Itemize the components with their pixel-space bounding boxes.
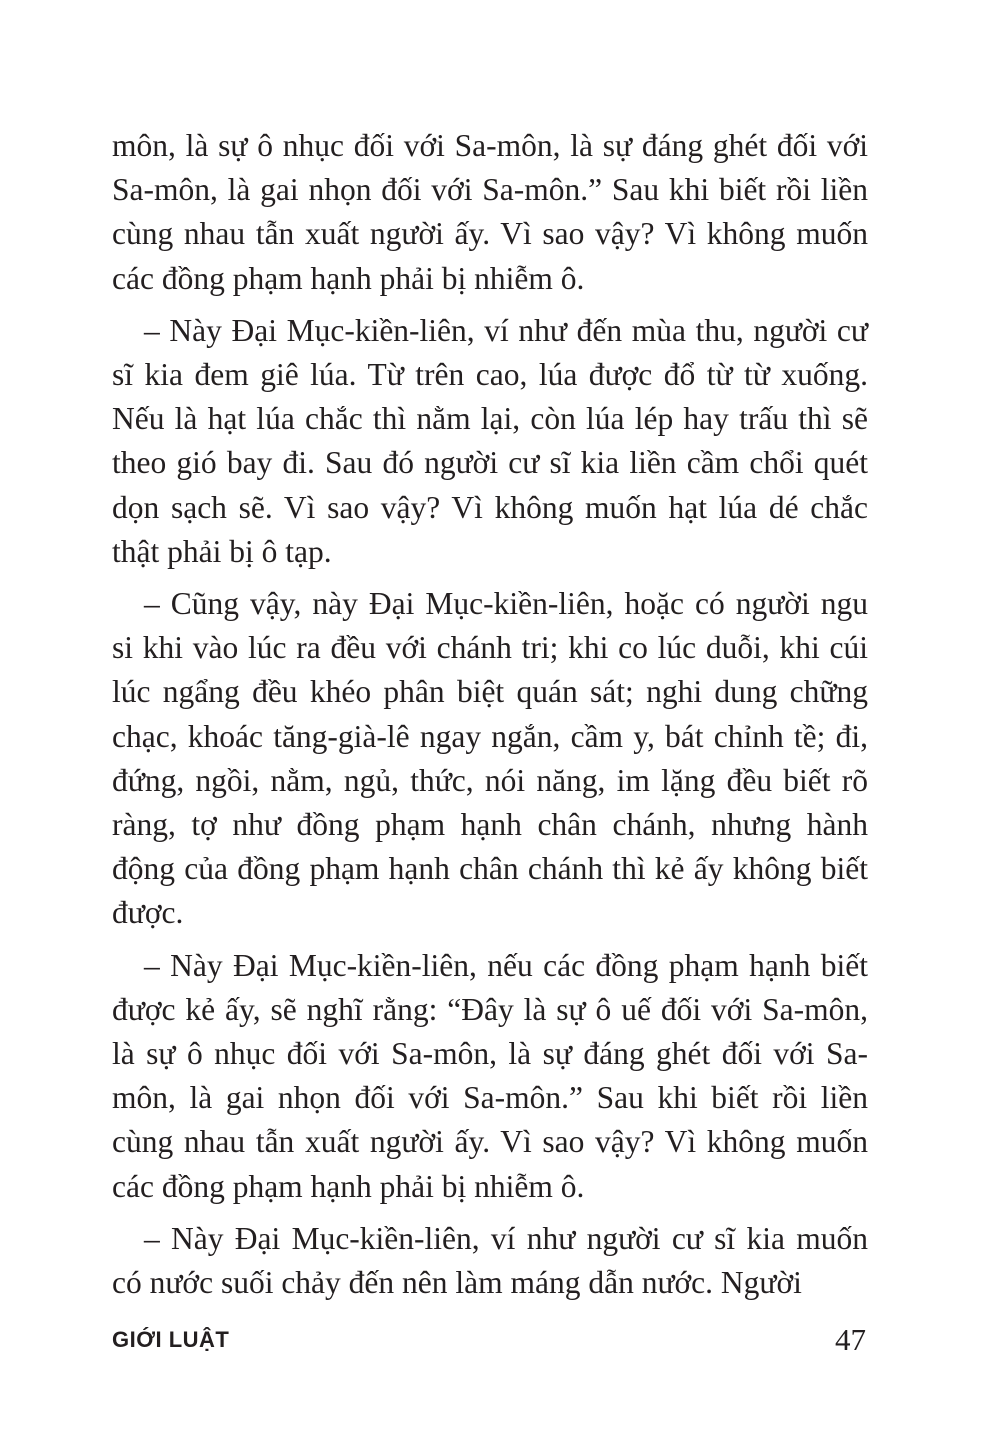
page-body [112, 124, 868, 1313]
running-footer-title: GIỚI LUẬT [112, 1327, 230, 1352]
paragraph-continuation: môn, là sự ô nhục đối với Sa-môn, là sự đáng ghét đối với Sa-môn, là gai nhọn đối với Sa-môn.” Sau khi biết rồi liền cùng nhau tẫn xuất người ấy. Vì sao vậy? Vì không muốn các đồng phạm hạnh phải bị nhiễm ô. [112, 128, 868, 296]
paragraph-threshing-analogy: – Này Đại Mục-kiền-liên, ví như đến mùa thu, người cư sĩ kia đem giê lúa. Từ trên cao, lúa được đổ từ từ xuống. Nếu là hạt lúa chắc thì nằm lại, còn lúa lép hay trấu thì sẽ theo gió bay đi. Sau đó người cư sĩ kia liền cầm chổi quét dọn sạch sẽ. Vì sao vậy? Vì không muốn hạt lúa dé chắc thật phải bị ô tạp. [112, 312, 868, 569]
paragraph-foolish-person: – Cũng vậy, này Đại Mục-kiền-liên, hoặc có người ngu si khi vào lúc ra đều với chánh tri; khi co lúc duỗi, khi cúi lúc ngẩng đều khéo phân biệt quán sát; nghi dung chững chạc, khoác tăng-già-lê ngay ngắn, cầm y, bát chỉnh tề; đi, đứng, ngồi, nằm, ngủ, thức, nói năng, im lặng đều biết rõ ràng, tợ như đồng phạm hạnh chân chánh, nhưng hành động của đồng phạm hạnh chân chánh thì kẻ ấy không biết được. [112, 586, 868, 931]
page-number: 47 [835, 1322, 866, 1357]
paragraph-water-channel: – Này Đại Mục-kiền-liên, ví như người cư sĩ kia muốn có nước suối chảy đến nên làm máng dẫn nước. Người [112, 1220, 868, 1301]
paragraph-expulsion: – Này Đại Mục-kiền-liên, nếu các đồng phạm hạnh biết được kẻ ấy, sẽ nghĩ rằng: “Đây là sự ô uế đối với Sa-môn, là sự ô nhục đối với Sa-môn, là sự đáng ghét đối với Sa-môn, là gai nhọn đối với Sa-môn.” Sau khi biết rồi liền cùng nhau tẫn xuất người ấy. Vì sao vậy? Vì không muốn các đồng phạm hạnh phải bị nhiễm ô. [112, 947, 868, 1204]
